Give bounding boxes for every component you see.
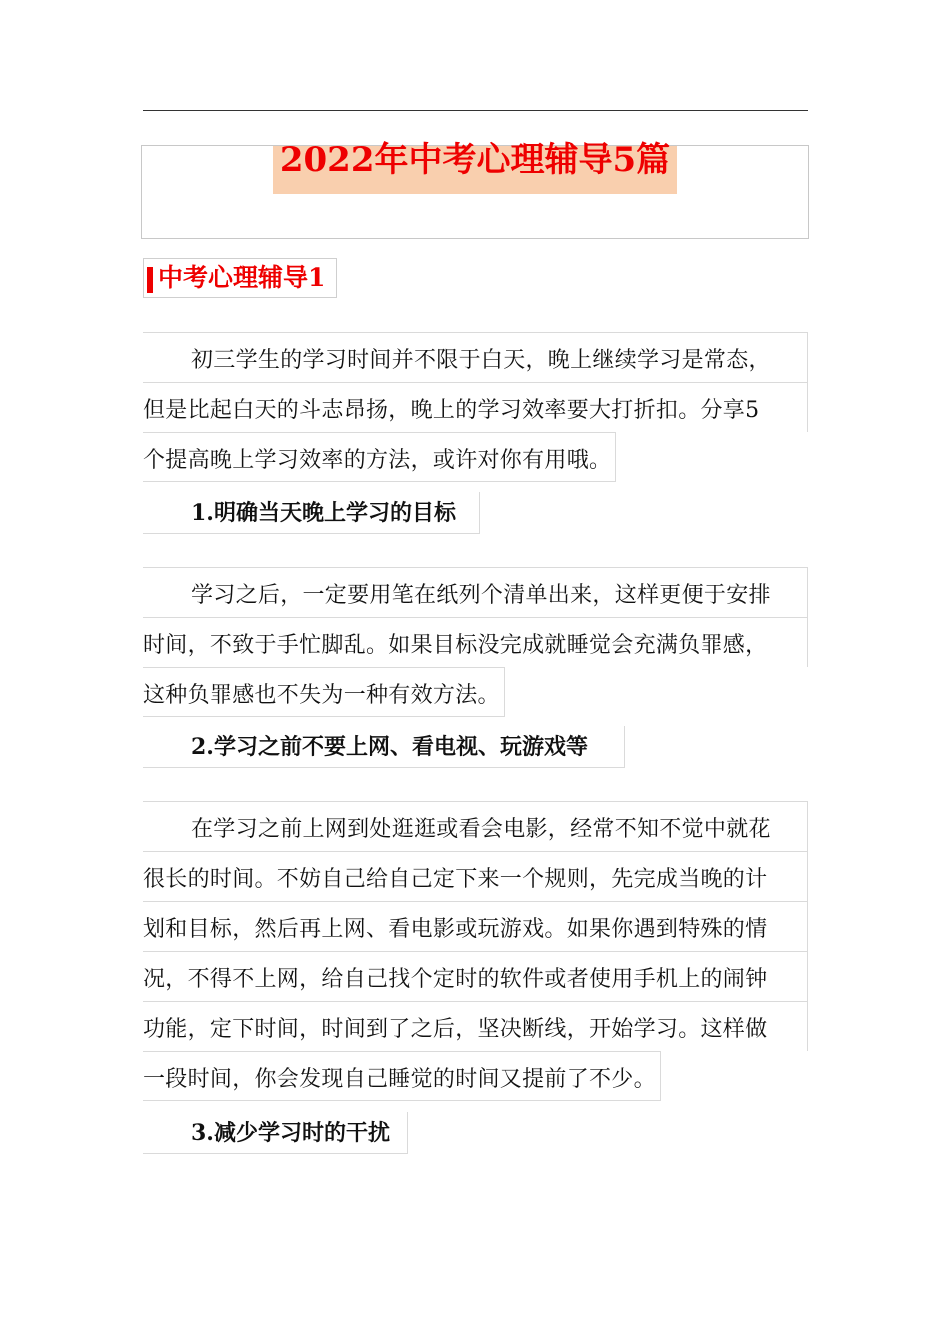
- item-1-paragraph: [143, 567, 808, 721]
- paragraph-line: 这种负罪感也不失为一种有效方法。: [143, 667, 505, 717]
- paragraph-line: 划和目标，然后再上网、看电影或玩游戏。如果你遇到特殊的情: [143, 901, 808, 951]
- paragraph-line: 学习之后，一定要用笔在纸列个清单出来，这样更便于安排: [143, 567, 808, 617]
- top-rule: [143, 110, 808, 111]
- item-2-paragraph: [143, 801, 808, 1105]
- section-heading: [143, 258, 337, 298]
- paragraph-line: 很长的时间。不妨自己给自己定下来一个规则，先完成当晚的计: [143, 851, 808, 901]
- paragraph-line: 时间，不致于手忙脚乱。如果目标没完成就睡觉会充满负罪感，: [143, 617, 808, 667]
- paragraph-line: 功能，定下时间，时间到了之后，坚决断线，开始学习。这样做: [143, 1001, 808, 1051]
- paragraph-line: 初三学生的学习时间并不限于白天，晚上继续学习是常态，: [143, 332, 808, 382]
- paragraph-line: 况，不得不上网，给自己找个定时的软件或者使用手机上的闹钟: [143, 951, 808, 1001]
- paragraph-line: 在学习之前上网到处逛逛或看会电影，经常不知不觉中就花: [143, 801, 808, 851]
- intro-paragraph: [143, 332, 808, 486]
- page-title: 2022年中考心理辅导5篇: [279, 140, 671, 180]
- item-heading-3: 3.减少学习时的干扰: [143, 1112, 408, 1154]
- section-heading-label: 中考心理辅导1: [158, 263, 326, 292]
- item-heading-1: 1.明确当天晚上学习的目标: [143, 492, 480, 534]
- paragraph-line: 一段时间，你会发现自己睡觉的时间又提前了不少。: [143, 1051, 661, 1101]
- paragraph-line: 但是比起白天的斗志昂扬，晚上的学习效率要大打折扣。分享5: [143, 382, 808, 432]
- paragraph-line: 个提高晚上学习效率的方法，或许对你有用哦。: [143, 432, 616, 482]
- item-heading-2: 2.学习之前不要上网、看电视、玩游戏等: [143, 726, 625, 768]
- heading-marker: [147, 267, 153, 293]
